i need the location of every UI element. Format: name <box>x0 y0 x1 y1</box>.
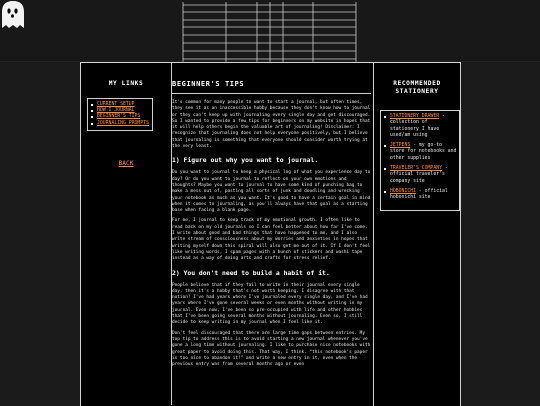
stationery-item <box>390 114 459 139</box>
links-box <box>87 98 153 131</box>
right-sidebar <box>373 63 460 406</box>
sidebar-title: MY LINKS <box>108 80 144 87</box>
section-heading-1: 1) Figure out why you want to journal. <box>172 156 319 165</box>
recommended-title: RECOMMENDED STATIONERY <box>393 80 441 95</box>
stationery-drawer-link[interactable]: STATIONERY DRAWER <box>390 114 440 119</box>
left-sidebar <box>81 63 172 405</box>
back-link[interactable]: BACK <box>118 160 134 167</box>
hobonichi-link[interactable]: HOBONICHI <box>390 188 416 194</box>
item-desc: - collection of stationery I have used/am using <box>390 114 445 138</box>
link-how-i-journal[interactable]: ■ HOW I JOURNAL <box>97 108 152 114</box>
link-journaling-prompts[interactable]: ■ JOURNALING PROMPTS <box>97 121 152 127</box>
title-divider <box>172 93 371 94</box>
item-desc: - my go-to store for notebooks and other supplies <box>390 143 457 161</box>
travelers-company-link[interactable]: TRAVELER'S COMPANY <box>390 166 442 172</box>
item-desc: - official traveler's company site <box>390 166 448 184</box>
stationery-item <box>390 143 459 162</box>
paragraph: For me, I journal to keep track of my emotional growth. I often like to read back on my old journals so I can feel better about how far I've come. I write about good and bad things that have happened to me, and I also write stream of consciousness about my worries and anxieties in hopes that writing myself down this spiral will also get me out of it. If I don't feel like writing words, I spam pages with a bunch of stickers and washi tape instead as a way of doing arts and crafts for stress relief. <box>172 218 371 262</box>
ghost-icon <box>0 0 26 30</box>
section-heading-2: 2) You don't need to build a habit of it. <box>172 268 330 277</box>
link-current-setup[interactable]: ■ CURRENT SETUP <box>97 102 152 108</box>
page-title: BEGINNER'S TIPS <box>172 80 245 88</box>
item-desc: - official hobonichi site <box>390 188 448 201</box>
stationery-item <box>390 189 459 202</box>
stationery-box <box>380 110 460 211</box>
intro-paragraph: It's common for many people to want to start a journal, but often times, they see it as an inaccessible hobby because they don't know how to journal or they can't keep up with journaling every single day and get discouraged. So I wanted to provide a few tips for beginners on my website in hopes that it will help others begin the valuable art of journaling! Disclaimer: I recognize that journaling does not help everyone positively, but I believe that journaling is something that everyone should consider worth trying at the very least. <box>172 100 371 150</box>
stationery-item <box>390 166 459 185</box>
content-frame <box>80 62 461 406</box>
paragraph: Don't feel discouraged that there are large time gaps between entries. My top tip to address this is to avoid starting a new journal whenever you've gone a long time without journaling. I like to purchase nice notebooks with great paper to avoid doing this. That way, I think, "this notebook's paper is too nice to abandon it!" and write a new entry in it, even when the previous entry was from several months ago or even <box>172 330 371 368</box>
paragraph: Do you want to journal to keep a physical log of what you experience day to day? Or do you want to journal to reflect on your own emotions and thoughts? Maybe you want to journal to have some kind of punching bag to make a mess out of, pasting all sorts of junk and doodling and wrecking your notebook as much as you want. It's good to have a certain goal in mind when it comes to journaling, as you'll always have that goal as a starting base when facing a blank page. <box>172 170 371 214</box>
main-content <box>172 63 371 406</box>
link-beginners-tips[interactable]: ■ BEGINNER'S TIPS <box>97 114 152 120</box>
grid-pattern <box>0 0 540 62</box>
jetpens-link[interactable]: JETPENS <box>390 143 411 149</box>
header-banner <box>0 0 540 62</box>
paragraph: People believe that if they fail to write in their journal every single day, then it's a hobby that's not worth keeping. I disagree with that notion! I've had years where I've journaled every single day, and I've had years where I've gone several weeks or even months without writing in my journal. Even now, I've been so pre-occupied with life and other hobbies that I've been going several months without journaling. Even so, I still decide to keep writing in my journal when I feel like it. <box>172 282 368 326</box>
